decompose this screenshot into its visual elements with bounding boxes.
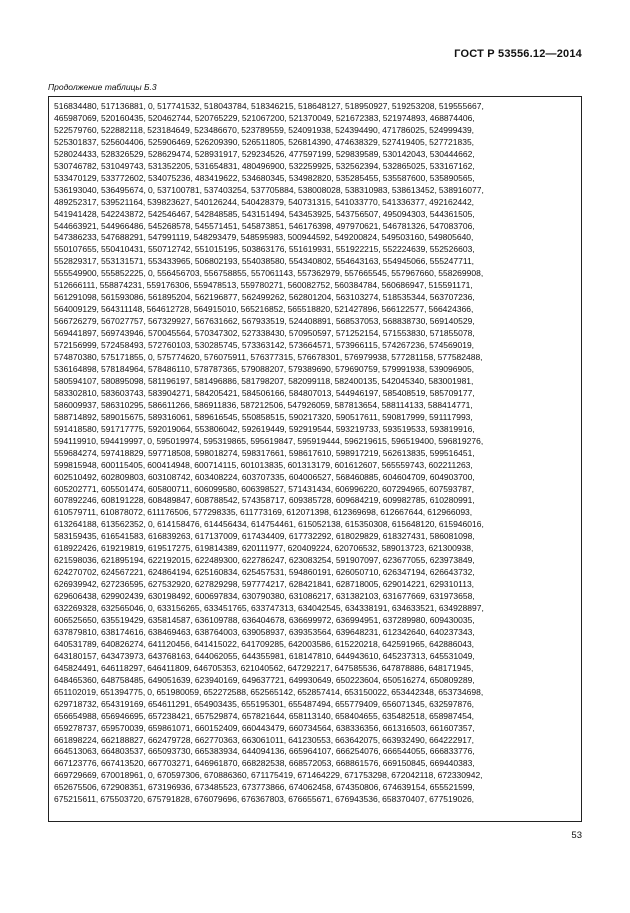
table-continuation-label: Продолжение таблицы Б.3 (48, 82, 157, 92)
page-number: 53 (571, 830, 582, 841)
standard-header: ГОСТ Р 53556.12—2014 (454, 48, 582, 60)
table-frame (48, 96, 582, 822)
table-data-text: 516834480, 517136881, 0, 517741532, 518043784, 518346215, 518648127, 518950927, 519253208, 519555667, 465987069, 520160435, 520462744, 520765229, 521067200, 521370049, 521672383, 521974893, 468874406, 522579760, 522882118, 523184649, 523486670, 523789559, 524091938, 524394490, 471786025, 524999439, 525301837, 525604406, 525906469, 526209390, 526511805, 526814390, 474638329, 527419405, 527721835, 528024433, 528326529, 528629474, 528931917, 529234526, 477597199, 529839589, 530142043, 530444662, 530746782, 531049743, 531352205, 531654831, 480496900, 532259925, 532562394, 532865025, 533167162, 533470129, 533772602, 534075236, 483419622, 534680345, 534982820, 535285455, 535587600, 535890565, 536193040, 536495674, 0, 537100781, 537403254, 537705884, 538008028, 538310983, 538613452, 538916077, 489252317, 539521164, 539823627, 540126244, 540428379, 540731315, 541033770, 541336377, 492162442, 541941428, 542243872, 542546467, 542848585, 543151494, 543453925, 543756507, 495094303, 544361505, 544663921, 544966486, 545268578, 545571451, 545873851, 546176398, 497970621, 546781326, 547083706, 547386233, 547688291, 547991119, 548293479, 548595983, 500944592, 549200824, 549503160, 549805640, 550107655, 550410431, 550712742, 551015195, 503863176, 551619931, 551922215, 552224639, 552526603, 552829317, 553131571, 553433965, 506802193, 554038580, 554340802, 554643163, 554945066, 555247711, 555549900, 555852225, 0, 556456703, 556758855, 557061143, 557362979, 557665545, 557967660, 558269908, 512666111, 558874231, 559176306, 559478513, 559780271, 560082752, 560384784, 560686947, 515591171, 561291098, 561593086, 561895204, 562196877, 562499262, 562801204, 563103274, 518535344, 563707236, 564009129, 564311148, 564612728, 564915010, 565216852, 565518820, 521427896, 566122577, 566424366, 566726279, 567027757, 567329927, 567631662, 567933519, 524408891, 568537053, 568838730, 569140529, 569441897, 569743946, 570045564, 570347302, 527338430, 570950597, 571252154, 571553830, 571855078, 572156999, 572458493, 572760103, 530285745, 573363142, 573664571, 573966115, 574267236, 574569019, 574870380, 575171855, 0, 575774620, 576075911, 576377315, 576678301, 576979938, 577281158, 577582488, 536164898, 578184964, 578486110, 578787365, 579088207, 579389690, 579690759, 579991938, 539096905, 580594107, 580895098, 581196197, 581496886, 581798207, 582099118, 582400135, 542045340, 583001981, 583302810, 583603743, 583904271, 584205421, 584506166, 584807013, 544946197, 585408519, 585709177, 586009937, 586310295, 586611266, 586911836, 587212506, 547926059, 587813654, 588114133, 588414771, 588714892, 589015675, 589316061, 589616545, 550858515, 590217320, 590517611, 590817999, 591117993, 591418580, 591717775, 592019064, 553806042, 592619449, 592919544, 593219733, 593519533, 593819916, 594119910, 594419997, 0, 595019974, 595319865, 595619847, 595919444, 596219615, 596519400, 596819276, 559684274, 597418829, 597718508, 598018274, 598317661, 598617610, 598917219, 562613835, 599516451, 599815948, 600115405, 600414948, 600714115, 601013835, 601313179, 601612607, 565559743, 602211263, 602510492, 602809803, 603108742, 603408224, 603707335, 604006527, 568460885, 604604709, 604903700, 605202771, 605501474, 605800711, 606099580, 606398527, 571431434, 606996220, 607294965, 607593787, 607892246, 608191228, 608489847, 608788542, 574358717, 609385728, 609684219, 609982785, 610280991, 610579711, 610878072, 611176506, 577298335, 611773169, 612071398, 612369698, 612667644, 612966093, 613264188, 613562352, 0, 614158476, 614456434, 614754461, 615052138, 615350308, 615648120, 615946016, 583159435, 616541583, 616839263, 617137009, 617434409, 617732292, 618029829, 618327431, 586081098, 618922426, 619219819, 619517275, 619814389, 620111977, 620409224, 620706532, 589013723, 621300938, 621598036, 621895194, 622192015, 622489300, 622786247, 623083254, 591907097, 623677055, 623973849, 624270702, 624567221, 624864194, 625160834, 625457531, 594860191, 626050710, 626347194, 626643732, 626939942, 627236595, 627532920, 627829298, 597774217, 628421841, 628718005, 629014221, 629310113, 629606438, 629902439, 630198492, 600697834, 630790380, 631086217, 631382103, 631677669, 631973658, 632269328, 632565046, 0, 633156265, 633451765, 633747313, 634042545, 634338191, 634633521, 634928897, 606525650, 635519429, 635814587, 636109788, 636404678, 636699972, 636994951, 637289980, 609430035, 637879810, 638174616, 638469463, 638764003, 639058937, 639353564, 639648231, 612342640, 640237343, 640531789, 640826274, 641120456, 641415022, 641709285, 642003586, 615220218, 642591965, 642886043, 643180157, 643473973, 643768163, 644062055, 644355981, 618147810, 644943610, 645237313, 645531049, 645824491, 646118297, 646411809, 646705353, 621040562, 647292217, 647585536, 647878886, 648171945, 648465360, 648758485, 649051639, 623940169, 649637721, 649930649, 650223604, 650516274, 650809289, 651102019, 651394775, 0, 651980059, 652272588, 652565142, 652857414, 653150022, 653442348, 653734698, 629718732, 654319169, 654611291, 654903435, 655195301, 655487494, 655779409, 656071345, 632597876, 656654988, 656946695, 657238421, 657529874, 657821644, 658113140, 658404655, 635482518, 658987454, 659278737, 659570039, 659861071, 660152409, 660443479, 660734564, 638336356, 661316503, 661607357, 661898224, 662188827, 662479728, 662770363, 663061011, 641230553, 663642075, 663932490, 664222917, 664513063, 664803537, 665093730, 665383934, 644094136, 665964107, 666254076, 666544055, 666833776, 667123776, 667413520, 667703271, 646961870, 668282538, 668572053, 668861576, 669150845, 669440383, 669729669, 670018961, 0, 670597306, 670886360, 671175419, 671464229, 671753298, 672042118, 672330942, 652675506, 672908351, 673196936, 673485523, 673773866, 674062458, 674350806, 674639154, 655521599, 675215611, 675503720, 675791828, 676079696, 676367803, 676655671, 676943536, 658370407, 677519026, (54, 101, 484, 805)
